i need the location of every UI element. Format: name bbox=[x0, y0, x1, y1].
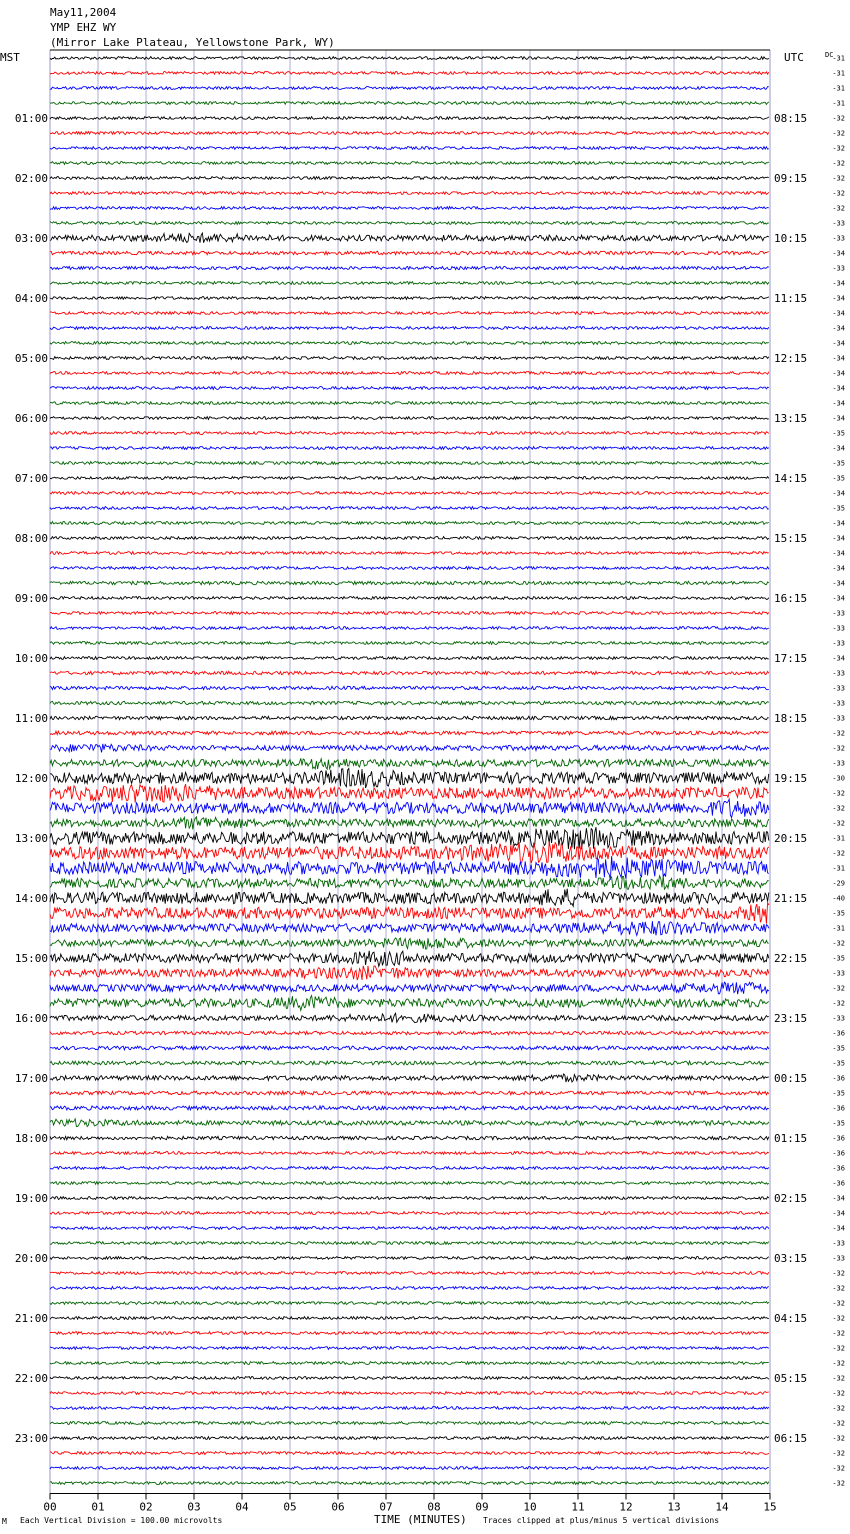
dc-offset-value: -34 bbox=[832, 414, 845, 423]
dc-offset-value: -33 bbox=[832, 624, 845, 633]
trace-row bbox=[50, 447, 769, 450]
trace-row bbox=[50, 982, 769, 994]
dc-offset-value: -36 bbox=[832, 1074, 845, 1083]
trace-row bbox=[50, 1392, 769, 1395]
right-hour-label: 19:15 bbox=[774, 772, 808, 785]
dc-offset-value: -34 bbox=[832, 339, 845, 348]
left-hour-label: 18:00 bbox=[14, 1132, 48, 1145]
dc-offset-value: -36 bbox=[832, 1104, 845, 1113]
x-tick-label: 09 bbox=[475, 1500, 489, 1514]
trace-row bbox=[50, 856, 769, 880]
x-tick-label: 01 bbox=[91, 1500, 105, 1514]
left-hour-label: 23:00 bbox=[14, 1432, 48, 1445]
dc-offset-value: -33 bbox=[832, 669, 845, 678]
dc-offset-value: -34 bbox=[832, 399, 845, 408]
dc-offset-value: -33 bbox=[832, 1254, 845, 1263]
dc-offset-value: -32 bbox=[832, 819, 845, 828]
right-hour-label: 05:15 bbox=[774, 1372, 808, 1385]
trace-row bbox=[50, 1061, 769, 1065]
left-timezone-label: MST bbox=[0, 51, 20, 64]
trace-row bbox=[50, 1482, 769, 1485]
x-tick-label: 15 bbox=[763, 1500, 777, 1514]
dc-offset-value: -34 bbox=[832, 1224, 845, 1233]
trace-row bbox=[50, 312, 769, 315]
x-tick-label: 02 bbox=[139, 1500, 153, 1514]
left-hour-label: 17:00 bbox=[14, 1072, 48, 1085]
dc-offset-value: -35 bbox=[832, 954, 845, 963]
dc-offset-value: -32 bbox=[832, 204, 845, 213]
dc-offset-value: -31 bbox=[832, 84, 845, 93]
right-hour-label: 18:15 bbox=[774, 712, 808, 725]
dc-offset-value: -33 bbox=[832, 714, 845, 723]
right-hour-label: 21:15 bbox=[774, 892, 808, 905]
left-hour-label: 11:00 bbox=[14, 712, 48, 725]
trace-row bbox=[50, 1182, 769, 1185]
dc-offset-value: -29 bbox=[832, 879, 845, 888]
dc-offset-value: -35 bbox=[832, 909, 845, 918]
dc-offset-value: -36 bbox=[832, 1164, 845, 1173]
dc-offset-value: -34 bbox=[832, 279, 845, 288]
dc-offset-value: -33 bbox=[832, 699, 845, 708]
dc-offset-value: -36 bbox=[832, 1029, 845, 1038]
trace-row bbox=[50, 177, 769, 180]
trace-row bbox=[50, 462, 769, 465]
dc-offset-value: -32 bbox=[832, 804, 845, 813]
dc-offset-value: -32 bbox=[832, 1434, 845, 1443]
dc-offset-value: -32 bbox=[832, 744, 845, 753]
dc-offset-value: -35 bbox=[832, 1044, 845, 1053]
right-hour-label: 03:15 bbox=[774, 1252, 808, 1265]
dc-offset-value: -32 bbox=[832, 129, 845, 138]
trace-row bbox=[50, 1091, 769, 1095]
dc-label: DC bbox=[825, 51, 834, 59]
dc-offset-value: -31 bbox=[832, 924, 845, 933]
trace-row bbox=[50, 1197, 769, 1200]
dc-offset-value: -31 bbox=[832, 54, 845, 63]
left-hour-label: 15:00 bbox=[14, 952, 48, 965]
trace-row bbox=[50, 1152, 769, 1155]
trace-row bbox=[50, 642, 769, 645]
trace-row bbox=[50, 1302, 769, 1305]
dc-offset-value: -35 bbox=[832, 459, 845, 468]
trace-row bbox=[50, 233, 769, 243]
trace-row bbox=[50, 1407, 769, 1410]
trace-row bbox=[50, 567, 769, 570]
dc-offset-value: -35 bbox=[832, 1059, 845, 1068]
trace-row bbox=[50, 192, 769, 195]
dc-offset-labels bbox=[832, 55, 845, 1488]
trace-row bbox=[50, 1257, 769, 1260]
right-hour-label: 10:15 bbox=[774, 232, 808, 245]
dc-offset-value: -34 bbox=[832, 309, 845, 318]
trace-row bbox=[50, 57, 769, 60]
dc-offset-value: -32 bbox=[832, 1329, 845, 1338]
dc-offset-value: -34 bbox=[832, 444, 845, 453]
dc-offset-value: -35 bbox=[832, 474, 845, 483]
right-hour-label: 22:15 bbox=[774, 952, 808, 965]
dc-offset-value: -34 bbox=[832, 489, 845, 498]
scale-note: Each Vertical Division = 100.00 microvolts bbox=[20, 1516, 223, 1525]
trace-row bbox=[50, 817, 769, 829]
trace-row bbox=[50, 417, 769, 420]
dc-offset-value: -33 bbox=[832, 609, 845, 618]
dc-offset-value: -31 bbox=[832, 99, 845, 108]
left-hour-label: 13:00 bbox=[14, 832, 48, 845]
dc-offset-value: -34 bbox=[832, 324, 845, 333]
dc-offset-value: -32 bbox=[832, 984, 845, 993]
dc-offset-value: -30 bbox=[832, 774, 845, 783]
trace-row bbox=[50, 1377, 769, 1380]
trace-row bbox=[50, 1347, 769, 1350]
x-tick-label: 13 bbox=[667, 1500, 681, 1514]
left-hour-label: 14:00 bbox=[14, 892, 48, 905]
left-hour-label: 08:00 bbox=[14, 532, 48, 545]
trace-row bbox=[50, 1046, 769, 1050]
left-hour-label: 12:00 bbox=[14, 772, 48, 785]
trace-row bbox=[50, 72, 769, 75]
trace-row bbox=[50, 716, 769, 719]
trace-row bbox=[50, 537, 769, 540]
left-hour-label: 16:00 bbox=[14, 1012, 48, 1025]
trace-row bbox=[50, 147, 769, 150]
dc-offset-value: -32 bbox=[832, 1404, 845, 1413]
corner-mark: M bbox=[2, 1517, 7, 1526]
trace-row bbox=[50, 1452, 769, 1455]
trace-row bbox=[50, 507, 769, 510]
trace-row bbox=[50, 162, 769, 165]
right-hour-label: 13:15 bbox=[774, 412, 808, 425]
trace-row bbox=[50, 1317, 769, 1320]
x-tick-label: 14 bbox=[715, 1500, 729, 1514]
trace-row bbox=[50, 842, 769, 864]
left-hour-label: 04:00 bbox=[14, 292, 48, 305]
dc-offset-value: -36 bbox=[832, 1179, 845, 1188]
left-hour-label: 07:00 bbox=[14, 472, 48, 485]
dc-offset-value: -31 bbox=[832, 834, 845, 843]
dc-offset-value: -34 bbox=[832, 249, 845, 258]
trace-row bbox=[50, 657, 769, 660]
x-tick-label: 06 bbox=[331, 1500, 345, 1514]
trace-row bbox=[50, 357, 769, 360]
right-hour-label: 14:15 bbox=[774, 472, 808, 485]
trace-row bbox=[50, 1422, 769, 1425]
left-hour-label: 19:00 bbox=[14, 1192, 48, 1205]
dc-offset-value: -32 bbox=[832, 189, 845, 198]
dc-offset-value: -32 bbox=[832, 999, 845, 1008]
dc-offset-value: -35 bbox=[832, 504, 845, 513]
trace-row bbox=[50, 251, 769, 254]
dc-offset-value: -35 bbox=[832, 1119, 845, 1128]
header-date: May11,2004 bbox=[50, 6, 117, 19]
right-hour-label: 11:15 bbox=[774, 292, 808, 305]
trace-row bbox=[50, 1437, 769, 1440]
right-hour-label: 20:15 bbox=[774, 832, 808, 845]
header-location: (Mirror Lake Plateau, Yellowstone Park, WY) bbox=[50, 36, 335, 49]
dc-offset-value: -34 bbox=[832, 1194, 845, 1203]
dc-offset-value: -33 bbox=[832, 264, 845, 273]
trace-row bbox=[50, 686, 769, 689]
trace-row bbox=[50, 612, 769, 615]
trace-row bbox=[50, 597, 769, 600]
trace-row bbox=[50, 87, 769, 90]
left-hour-label: 05:00 bbox=[14, 352, 48, 365]
dc-offset-value: -32 bbox=[832, 174, 845, 183]
dc-offset-value: -34 bbox=[832, 519, 845, 528]
right-hour-label: 12:15 bbox=[774, 352, 808, 365]
dc-offset-value: -32 bbox=[832, 1464, 845, 1473]
right-hour-label: 15:15 bbox=[774, 532, 808, 545]
right-hour-label: 17:15 bbox=[774, 652, 808, 665]
dc-offset-value: -34 bbox=[832, 369, 845, 378]
trace-row bbox=[50, 1031, 769, 1034]
trace-row bbox=[50, 1136, 769, 1139]
right-hour-label: 23:15 bbox=[774, 1012, 808, 1025]
right-hour-label: 00:15 bbox=[774, 1072, 808, 1085]
trace-row bbox=[50, 938, 769, 949]
right-timezone-label: UTC bbox=[784, 51, 804, 64]
dc-offset-value: -32 bbox=[832, 1269, 845, 1278]
dc-offset-value: -33 bbox=[832, 639, 845, 648]
left-hour-label: 10:00 bbox=[14, 652, 48, 665]
dc-offset-value: -32 bbox=[832, 1299, 845, 1308]
dc-offset-value: -33 bbox=[832, 969, 845, 978]
trace-row bbox=[50, 921, 769, 935]
trace-row bbox=[50, 266, 769, 269]
trace-row bbox=[50, 966, 769, 980]
left-hour-label: 22:00 bbox=[14, 1372, 48, 1385]
trace-row bbox=[50, 207, 769, 210]
trace-row bbox=[50, 327, 769, 330]
trace-row bbox=[50, 889, 769, 907]
trace-row bbox=[50, 1227, 769, 1230]
trace-row bbox=[50, 372, 769, 375]
dc-offset-value: -32 bbox=[832, 1419, 845, 1428]
dc-offset-value: -34 bbox=[832, 549, 845, 558]
trace-row bbox=[50, 671, 769, 674]
trace-row bbox=[50, 342, 769, 345]
x-tick-label: 10 bbox=[523, 1500, 537, 1514]
trace-row bbox=[50, 701, 769, 704]
dc-offset-value: -33 bbox=[832, 219, 845, 228]
dc-offset-value: -34 bbox=[832, 654, 845, 663]
trace-row bbox=[50, 1332, 769, 1335]
dc-offset-value: -32 bbox=[832, 1479, 845, 1488]
trace-row bbox=[50, 758, 769, 769]
dc-offset-value: -34 bbox=[832, 1209, 845, 1218]
dc-offset-value: -34 bbox=[832, 294, 845, 303]
trace-row bbox=[50, 297, 769, 300]
x-tick-label: 07 bbox=[379, 1500, 393, 1514]
trace-row bbox=[50, 1106, 769, 1110]
dc-offset-value: -32 bbox=[832, 939, 845, 948]
trace-row bbox=[50, 827, 769, 849]
trace-row bbox=[50, 552, 769, 555]
trace-row bbox=[50, 402, 769, 405]
dc-offset-value: -34 bbox=[832, 594, 845, 603]
left-hour-label: 03:00 bbox=[14, 232, 48, 245]
trace-row bbox=[50, 1212, 769, 1215]
left-hour-label: 09:00 bbox=[14, 592, 48, 605]
trace-row bbox=[50, 432, 769, 435]
dc-offset-value: -32 bbox=[832, 729, 845, 738]
trace-row bbox=[50, 1013, 769, 1022]
left-hour-label: 20:00 bbox=[14, 1252, 48, 1265]
dc-offset-value: -40 bbox=[832, 894, 845, 903]
dc-offset-value: -32 bbox=[832, 1284, 845, 1293]
trace-row bbox=[50, 903, 769, 924]
trace-row bbox=[50, 581, 769, 584]
dc-offset-value: -32 bbox=[832, 1374, 845, 1383]
trace-row bbox=[50, 387, 769, 390]
trace-row bbox=[50, 1287, 769, 1290]
right-hour-label: 01:15 bbox=[774, 1132, 808, 1145]
left-hour-label: 01:00 bbox=[14, 112, 48, 125]
dc-offset-value: -34 bbox=[832, 534, 845, 543]
right-hour-label: 06:15 bbox=[774, 1432, 808, 1445]
x-tick-label: 11 bbox=[571, 1500, 585, 1514]
x-tick-label: 08 bbox=[427, 1500, 441, 1514]
dc-offset-value: -33 bbox=[832, 234, 845, 243]
trace-row bbox=[50, 1362, 769, 1365]
trace-row bbox=[50, 492, 769, 495]
dc-offset-value: -36 bbox=[832, 1134, 845, 1143]
left-hour-label: 06:00 bbox=[14, 412, 48, 425]
trace-row bbox=[50, 222, 769, 225]
x-tick-label: 00 bbox=[43, 1500, 57, 1514]
trace-row bbox=[50, 876, 769, 890]
trace-row bbox=[50, 282, 769, 285]
dc-offset-value: -32 bbox=[832, 114, 845, 123]
trace-row bbox=[50, 784, 769, 803]
dc-offset-value: -32 bbox=[832, 849, 845, 858]
dc-offset-value: -34 bbox=[832, 564, 845, 573]
trace-row bbox=[50, 1242, 769, 1245]
trace-row bbox=[50, 477, 769, 480]
clip-note: Traces clipped at plus/minus 5 vertical divisions bbox=[483, 1516, 720, 1525]
trace-row bbox=[50, 996, 769, 1011]
trace-row bbox=[50, 627, 769, 630]
dc-offset-value: -34 bbox=[832, 579, 845, 588]
trace-row bbox=[50, 102, 769, 105]
x-tick-label: 03 bbox=[187, 1500, 201, 1514]
trace-row bbox=[50, 132, 769, 135]
trace-row bbox=[50, 744, 769, 753]
left-hour-label: 02:00 bbox=[14, 172, 48, 185]
trace-row bbox=[50, 1272, 769, 1275]
trace-row bbox=[50, 799, 769, 817]
dc-offset-value: -35 bbox=[832, 429, 845, 438]
trace-row bbox=[50, 951, 769, 967]
dc-offset-value: -32 bbox=[832, 1359, 845, 1368]
dc-offset-value: -33 bbox=[832, 684, 845, 693]
dc-offset-value: -32 bbox=[832, 1344, 845, 1353]
trace-row bbox=[50, 1467, 769, 1470]
dc-offset-value: -34 bbox=[832, 354, 845, 363]
dc-offset-value: -32 bbox=[832, 159, 845, 168]
right-hour-label: 16:15 bbox=[774, 592, 808, 605]
dc-offset-value: -31 bbox=[832, 864, 845, 873]
trace-row bbox=[50, 1119, 769, 1127]
dc-offset-value: -32 bbox=[832, 789, 845, 798]
dc-offset-value: -32 bbox=[832, 144, 845, 153]
right-hour-label: 02:15 bbox=[774, 1192, 808, 1205]
dc-offset-value: -34 bbox=[832, 384, 845, 393]
dc-offset-value: -32 bbox=[832, 1449, 845, 1458]
right-hour-label: 09:15 bbox=[774, 172, 808, 185]
x-tick-label: 04 bbox=[235, 1500, 249, 1514]
dc-offset-value: -33 bbox=[832, 1239, 845, 1248]
dc-offset-value: -32 bbox=[832, 1314, 845, 1323]
trace-row bbox=[50, 1074, 769, 1082]
x-axis-ticks bbox=[43, 1494, 776, 1514]
x-tick-label: 12 bbox=[619, 1500, 633, 1514]
trace-row bbox=[50, 731, 769, 735]
trace-row bbox=[50, 769, 769, 789]
dc-offset-value: -33 bbox=[832, 1014, 845, 1023]
seismic-traces bbox=[50, 57, 769, 1485]
header-station: YMP EHZ WY bbox=[50, 21, 117, 34]
trace-row bbox=[50, 117, 769, 120]
trace-row bbox=[50, 522, 769, 525]
right-hour-label: 08:15 bbox=[774, 112, 808, 125]
x-tick-label: 05 bbox=[283, 1500, 297, 1514]
x-axis-label: TIME (MINUTES) bbox=[374, 1513, 467, 1526]
dc-offset-value: -31 bbox=[832, 69, 845, 78]
dc-offset-value: -33 bbox=[832, 759, 845, 768]
dc-offset-value: -32 bbox=[832, 1389, 845, 1398]
trace-row bbox=[50, 1167, 769, 1170]
dc-offset-value: -35 bbox=[832, 1089, 845, 1098]
dc-offset-value: -36 bbox=[832, 1149, 845, 1158]
left-hour-label: 21:00 bbox=[14, 1312, 48, 1325]
right-hour-label: 04:15 bbox=[774, 1312, 808, 1325]
